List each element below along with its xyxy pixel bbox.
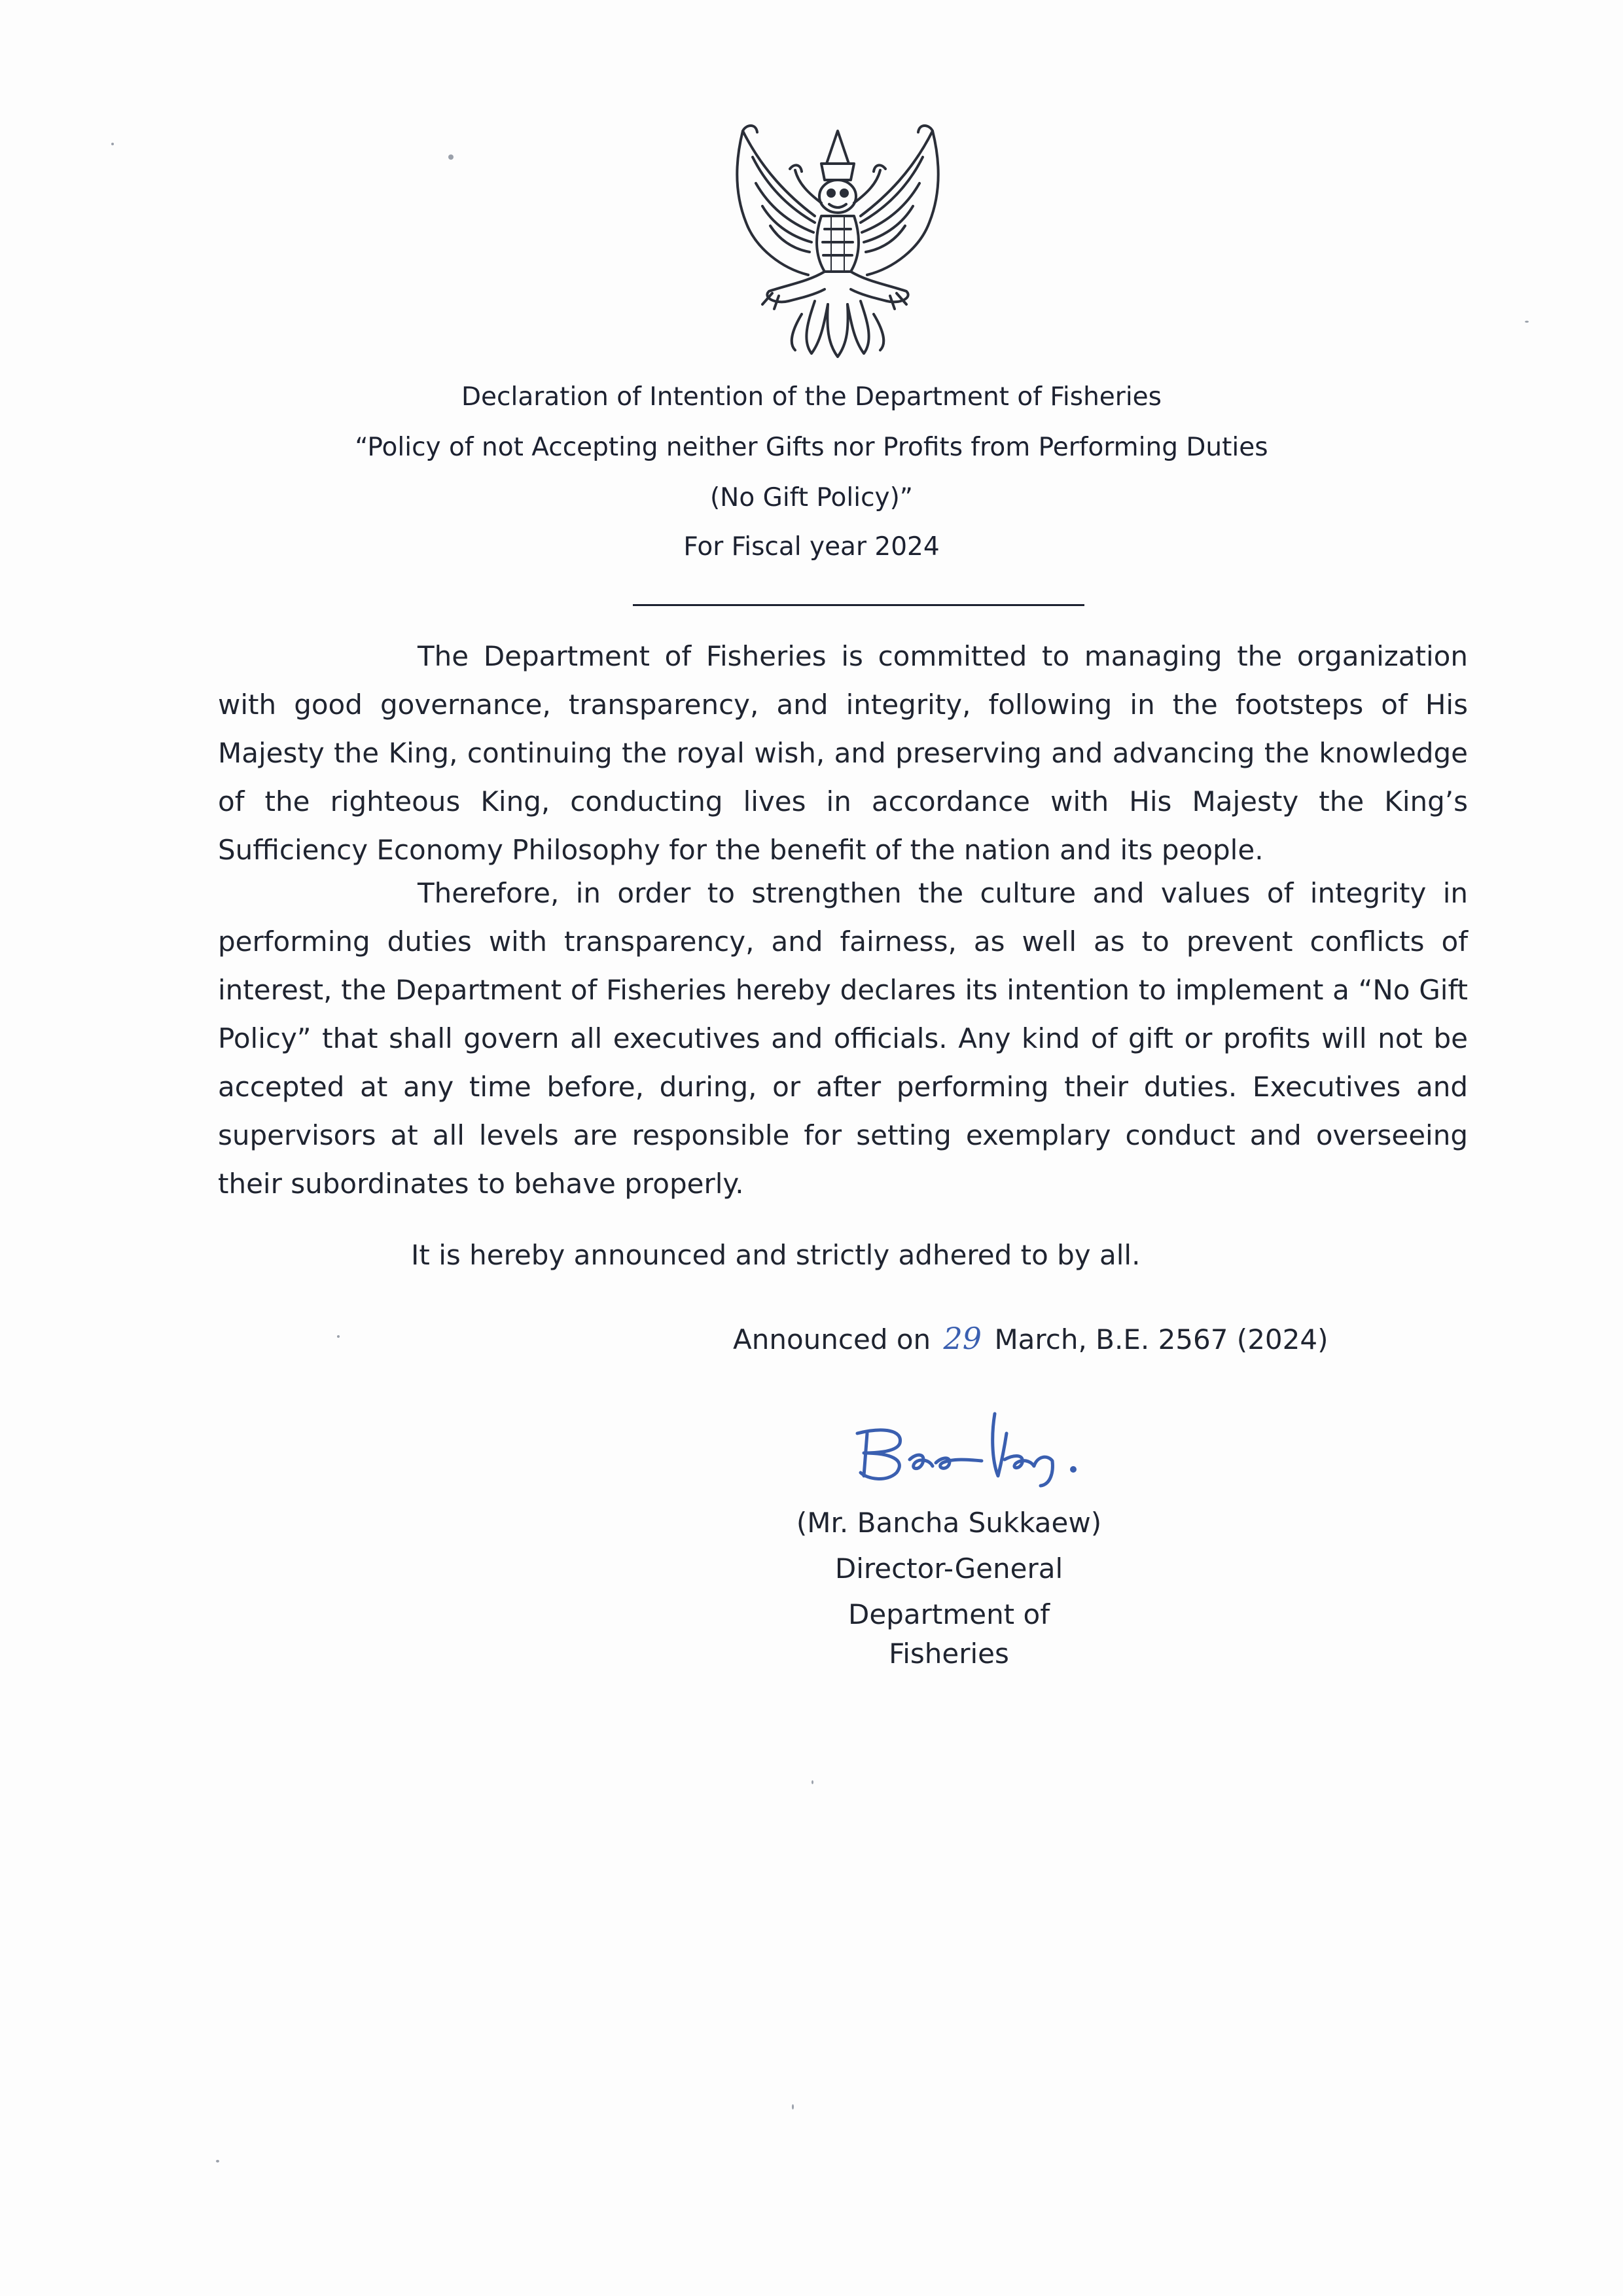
announcement-date [733, 1319, 1328, 1359]
heading-line-3: (No Gift Policy)” [709, 483, 914, 512]
scan-speck [448, 154, 454, 160]
body-paragraph-1 [218, 632, 1468, 874]
garuda-emblem-icon [717, 118, 959, 363]
paragraph-2-text: Therefore, in order to strengthen the culture and values of integrity in performing duties with transparency, and fairness, as well as to prevent conflicts of interest, the Department of Fisheries hereby declares its intention to implement a “No Gift Policy” that shall govern all executives and officials. Any kind of gift or profits will not be accepted at any time before, during, or after performing their duties. Executives and supervisors at all levels are responsible for setting exemplary conduct and overseeing their subordinates to behave properly. [218, 877, 1468, 1200]
signer-organization: Department of Fisheries [848, 1598, 1050, 1670]
announced-day: 29 [943, 1321, 982, 1356]
scan-speck [792, 2104, 794, 2109]
paragraph-1-text: The Department of Fisheries is committed to managing the organization with good governance, transparency, and integrity, following in the footsteps of His Majesty the King, continuing the royal wish, and preserving and advancing the knowledge of the righteous King, conducting lives in accordance with His Majesty the King’s Sufficiency Economy Philosophy for the benefit of the nation and its people. [218, 640, 1468, 866]
closing-statement: It is hereby announced and strictly adhered to by all. [411, 1239, 1141, 1271]
heading-line-4: For Fiscal year 2024 [683, 532, 940, 562]
body-paragraph-2 [218, 869, 1468, 1208]
scan-speck [337, 1335, 340, 1338]
signer-name: (Mr. Bancha Sukkaew) [796, 1507, 1102, 1539]
heading-line-2: “Policy of not Accepting neither Gifts nor Profits from Performing Duties [355, 433, 1268, 462]
signer-title: Director-General [834, 1552, 1063, 1585]
scan-speck [812, 1780, 813, 1784]
handwritten-signature [844, 1407, 1119, 1492]
heading-line-1: Declaration of Intention of the Department of Fisheries [461, 382, 1162, 412]
scan-speck [111, 143, 114, 145]
announced-suffix: March, B.E. 2567 (2024) [994, 1323, 1329, 1355]
scan-speck [216, 2160, 219, 2162]
announced-prefix: Announced on [733, 1323, 931, 1355]
scan-speck [1525, 321, 1529, 323]
title-divider [633, 604, 1084, 606]
